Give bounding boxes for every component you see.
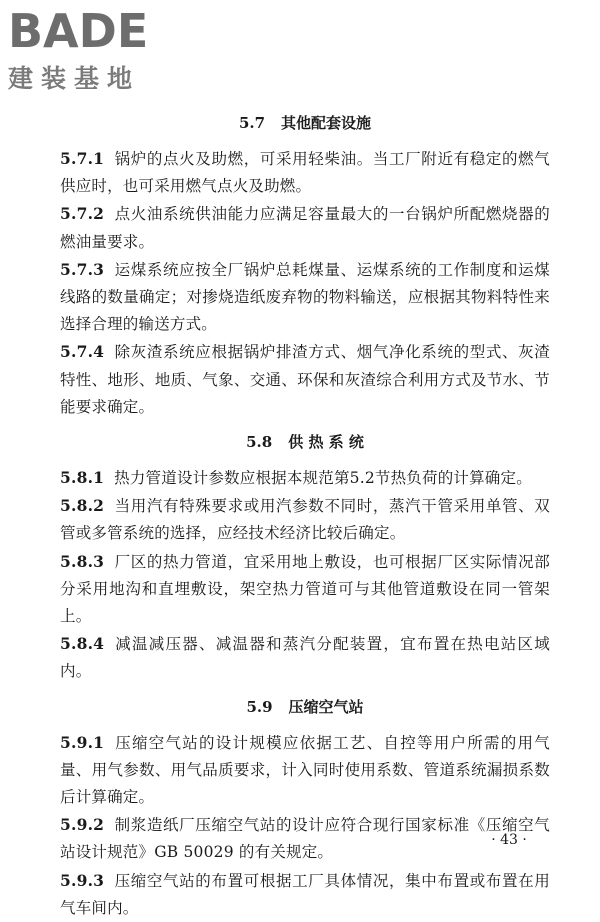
clause-number: 5.7.2	[60, 204, 105, 224]
clause-text: 制浆造纸厂压缩空气站的设计应符合现行国家标准《压缩空气站设计规范》GB 50029 的有关规定。	[60, 816, 550, 862]
clause-text: 减温减压器、减温器和蒸汽分配装置，宜布置在热电站区域内。	[60, 635, 550, 681]
page-number: · 43 ·	[491, 832, 527, 848]
section-title	[60, 112, 550, 134]
clause-paragraph	[60, 200, 550, 255]
clause-paragraph	[60, 548, 550, 631]
clause-text: 点火油系统供油能力应满足容量最大的一台锅炉所配燃烧器的燃油量要求。	[60, 205, 550, 251]
clause-number: 5.8.1	[60, 468, 105, 488]
section-heading: 压缩空气站	[288, 697, 364, 716]
section-title	[60, 431, 550, 453]
clause-number: 5.7.4	[60, 342, 105, 362]
clause-paragraph	[60, 630, 550, 685]
clause-text: 厂区的热力管道，宜采用地上敷设，也可根据厂区实际情况部分采用地沟和直埋敷设，架空热力管道可与其他管道敷设在同一管架上。	[60, 552, 550, 626]
clause-text: 压缩空气站的布置可根据工厂具体情况，集中布置或布置在用气车间内。	[60, 871, 550, 917]
section-number: 5.9	[246, 697, 273, 716]
clause-number: 5.8.2	[60, 496, 105, 516]
logo-subtitle: 建装基地	[8, 64, 141, 93]
clause-number: 5.9.3	[60, 870, 105, 890]
clause-text: 除灰渣系统应根据锅炉排渣方式、烟气净化系统的型式、灰渣特性、地形、地质、气象、交通、环保和灰渣综合利用方式及节水、节能要求确定。	[60, 343, 550, 416]
clause-text: 运煤系统应按全厂锅炉总耗煤量、运煤系统的工作制度和运煤线路的数量确定；对掺烧造纸废弃物的物料输送，应根据其物料特性来选择合理的输送方式。	[60, 260, 550, 334]
clause-text: 当用汽有特殊要求或用汽参数不同时，蒸汽干管采用单管、双管或多管系统的选择，应经技术经济比较后确定。	[60, 497, 550, 543]
clause-text: 热力管道设计参数应根据本规范第5.2节热负荷的计算确定。	[114, 469, 532, 488]
clause-number: 5.9.1	[60, 732, 105, 752]
clause-number: 5.8.3	[60, 551, 105, 571]
section-heading: 其他配套设施	[281, 114, 372, 132]
clause-paragraph	[60, 145, 550, 200]
section-heading: 供 热 系 统	[288, 433, 364, 452]
document-page	[60, 86, 550, 922]
clause-paragraph	[60, 464, 550, 492]
clause-paragraph	[60, 256, 550, 339]
clause-paragraph	[60, 867, 550, 922]
clause-number: 5.7.1	[60, 149, 105, 168]
section-title	[60, 696, 550, 718]
clause-number: 5.7.3	[60, 259, 105, 279]
clause-number: 5.9.2	[60, 815, 105, 835]
section-number: 5.8	[246, 433, 273, 452]
clause-text: 压缩空气站的设计规模应依据工艺、自控等用户所需的用气量、用气参数、用气品质要求，计入同时使用系数、管道系统漏损系数后计算确定。	[60, 733, 550, 807]
clause-paragraph	[60, 492, 550, 547]
clause-paragraph	[60, 729, 550, 812]
clause-text: 锅炉的点火及助燃，可采用轻柴油。当工厂附近有稳定的燃气供应时，也可采用燃气点火及助燃。	[60, 150, 550, 196]
section-number: 5.7	[238, 114, 266, 132]
clause-paragraph	[60, 338, 550, 421]
clause-number: 5.8.4	[60, 634, 105, 654]
logo-wordmark: BADE	[8, 4, 149, 58]
